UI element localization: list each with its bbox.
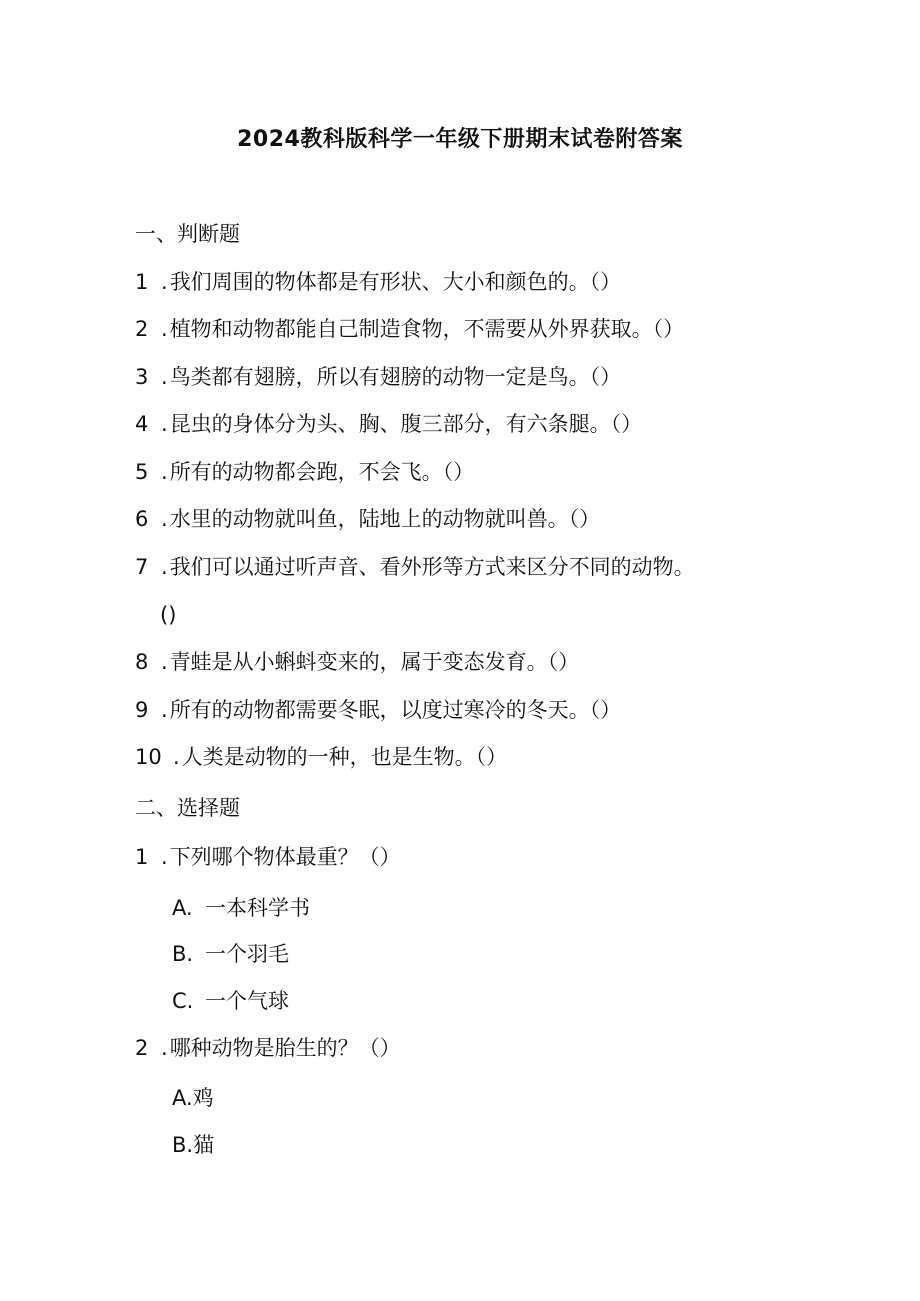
question-text: 我们周围的物体都是有形状、大小和颜色的。（） xyxy=(169,270,622,294)
question-text: 昆虫的身体分为头、胸、腹三部分，有六条腿。（） xyxy=(169,412,643,436)
question-number: 7 xyxy=(135,555,149,579)
choice-option: B.猫 xyxy=(172,1133,215,1157)
question-text: 我们可以通过听声音、看外形等方式来区分不同的动物。 xyxy=(169,555,695,579)
judgment-question: 2 .植物和动物都能自己制造食物，不需要从外界获取。（） xyxy=(135,317,685,341)
question-number: 2 xyxy=(135,1036,149,1060)
choice-question: 1 .下列哪个物体最重？（） xyxy=(135,845,401,869)
question-number: 1 xyxy=(135,845,149,869)
page-title: 2024教科版科学一年级下册期末试卷附答案 xyxy=(237,127,683,152)
option-letter: A. xyxy=(172,896,193,920)
option-letter: B. xyxy=(172,942,194,966)
section-heading-judgment: 一、判断题 xyxy=(135,222,240,246)
question-number: 6 xyxy=(135,507,149,531)
question-text: 所有的动物都会跑，不会飞。（） xyxy=(169,460,475,484)
option-letter: C. xyxy=(172,989,194,1013)
question-text: 下列哪个物体最重？（） xyxy=(169,845,401,869)
choice-option: A.鸡 xyxy=(172,1086,214,1110)
question-number: 1 xyxy=(135,270,149,294)
choice-question: 2 .哪种动物是胎生的？（） xyxy=(135,1036,401,1060)
section-heading-choice: 二、选择题 xyxy=(135,796,240,820)
question-number: 2 xyxy=(135,317,149,341)
judgment-question: 7 .我们可以通过听声音、看外形等方式来区分不同的动物。 xyxy=(135,555,695,579)
question-number: 9 xyxy=(135,698,149,722)
question-number: 3 xyxy=(135,365,149,389)
question-number: 8 xyxy=(135,650,149,674)
question-text: 青蛙是从小蝌蚪变来的，属于变态发育。（） xyxy=(169,650,580,674)
judgment-question: 5 .所有的动物都会跑，不会飞。（） xyxy=(135,460,475,484)
option-text: 一个气球 xyxy=(205,989,289,1013)
choice-option xyxy=(172,894,310,922)
judgment-question: 1 .我们周围的物体都是有形状、大小和颜色的。（） xyxy=(135,270,622,294)
judgment-question: 9 .所有的动物都需要冬眠，以度过寒冷的冬天。（） xyxy=(135,698,622,722)
question-text: 植物和动物都能自己制造食物，不需要从外界获取。（） xyxy=(169,317,685,341)
choice-option xyxy=(172,940,289,968)
option-text: 一本科学书 xyxy=(205,896,310,920)
judgment-question: 6 .水里的动物就叫鱼，陆地上的动物就叫兽。（） xyxy=(135,507,601,531)
question-number: 4 xyxy=(135,412,149,436)
question-text: 人类是动物的一种，也是生物。（） xyxy=(181,745,508,769)
question-text: 鸟类都有翅膀，所以有翅膀的动物一定是鸟。（） xyxy=(169,365,622,389)
question-text: 哪种动物是胎生的？（） xyxy=(169,1036,401,1060)
question-text: 水里的动物就叫鱼，陆地上的动物就叫兽。（） xyxy=(169,507,601,531)
choice-option xyxy=(172,987,289,1015)
judgment-question: 10 .人类是动物的一种，也是生物。（） xyxy=(135,745,508,769)
question-number: 5 xyxy=(135,460,149,484)
judgment-question: 4 .昆虫的身体分为头、胸、腹三部分，有六条腿。（） xyxy=(135,412,643,436)
question-number: 10 xyxy=(135,745,162,769)
question-text: 所有的动物都需要冬眠，以度过寒冷的冬天。（） xyxy=(169,698,622,722)
answer-blank: () xyxy=(160,603,177,627)
judgment-question: 3 .鸟类都有翅膀，所以有翅膀的动物一定是鸟。（） xyxy=(135,365,622,389)
option-text: 一个羽毛 xyxy=(205,942,289,966)
judgment-question: 8 .青蛙是从小蝌蚪变来的，属于变态发育。（） xyxy=(135,650,580,674)
